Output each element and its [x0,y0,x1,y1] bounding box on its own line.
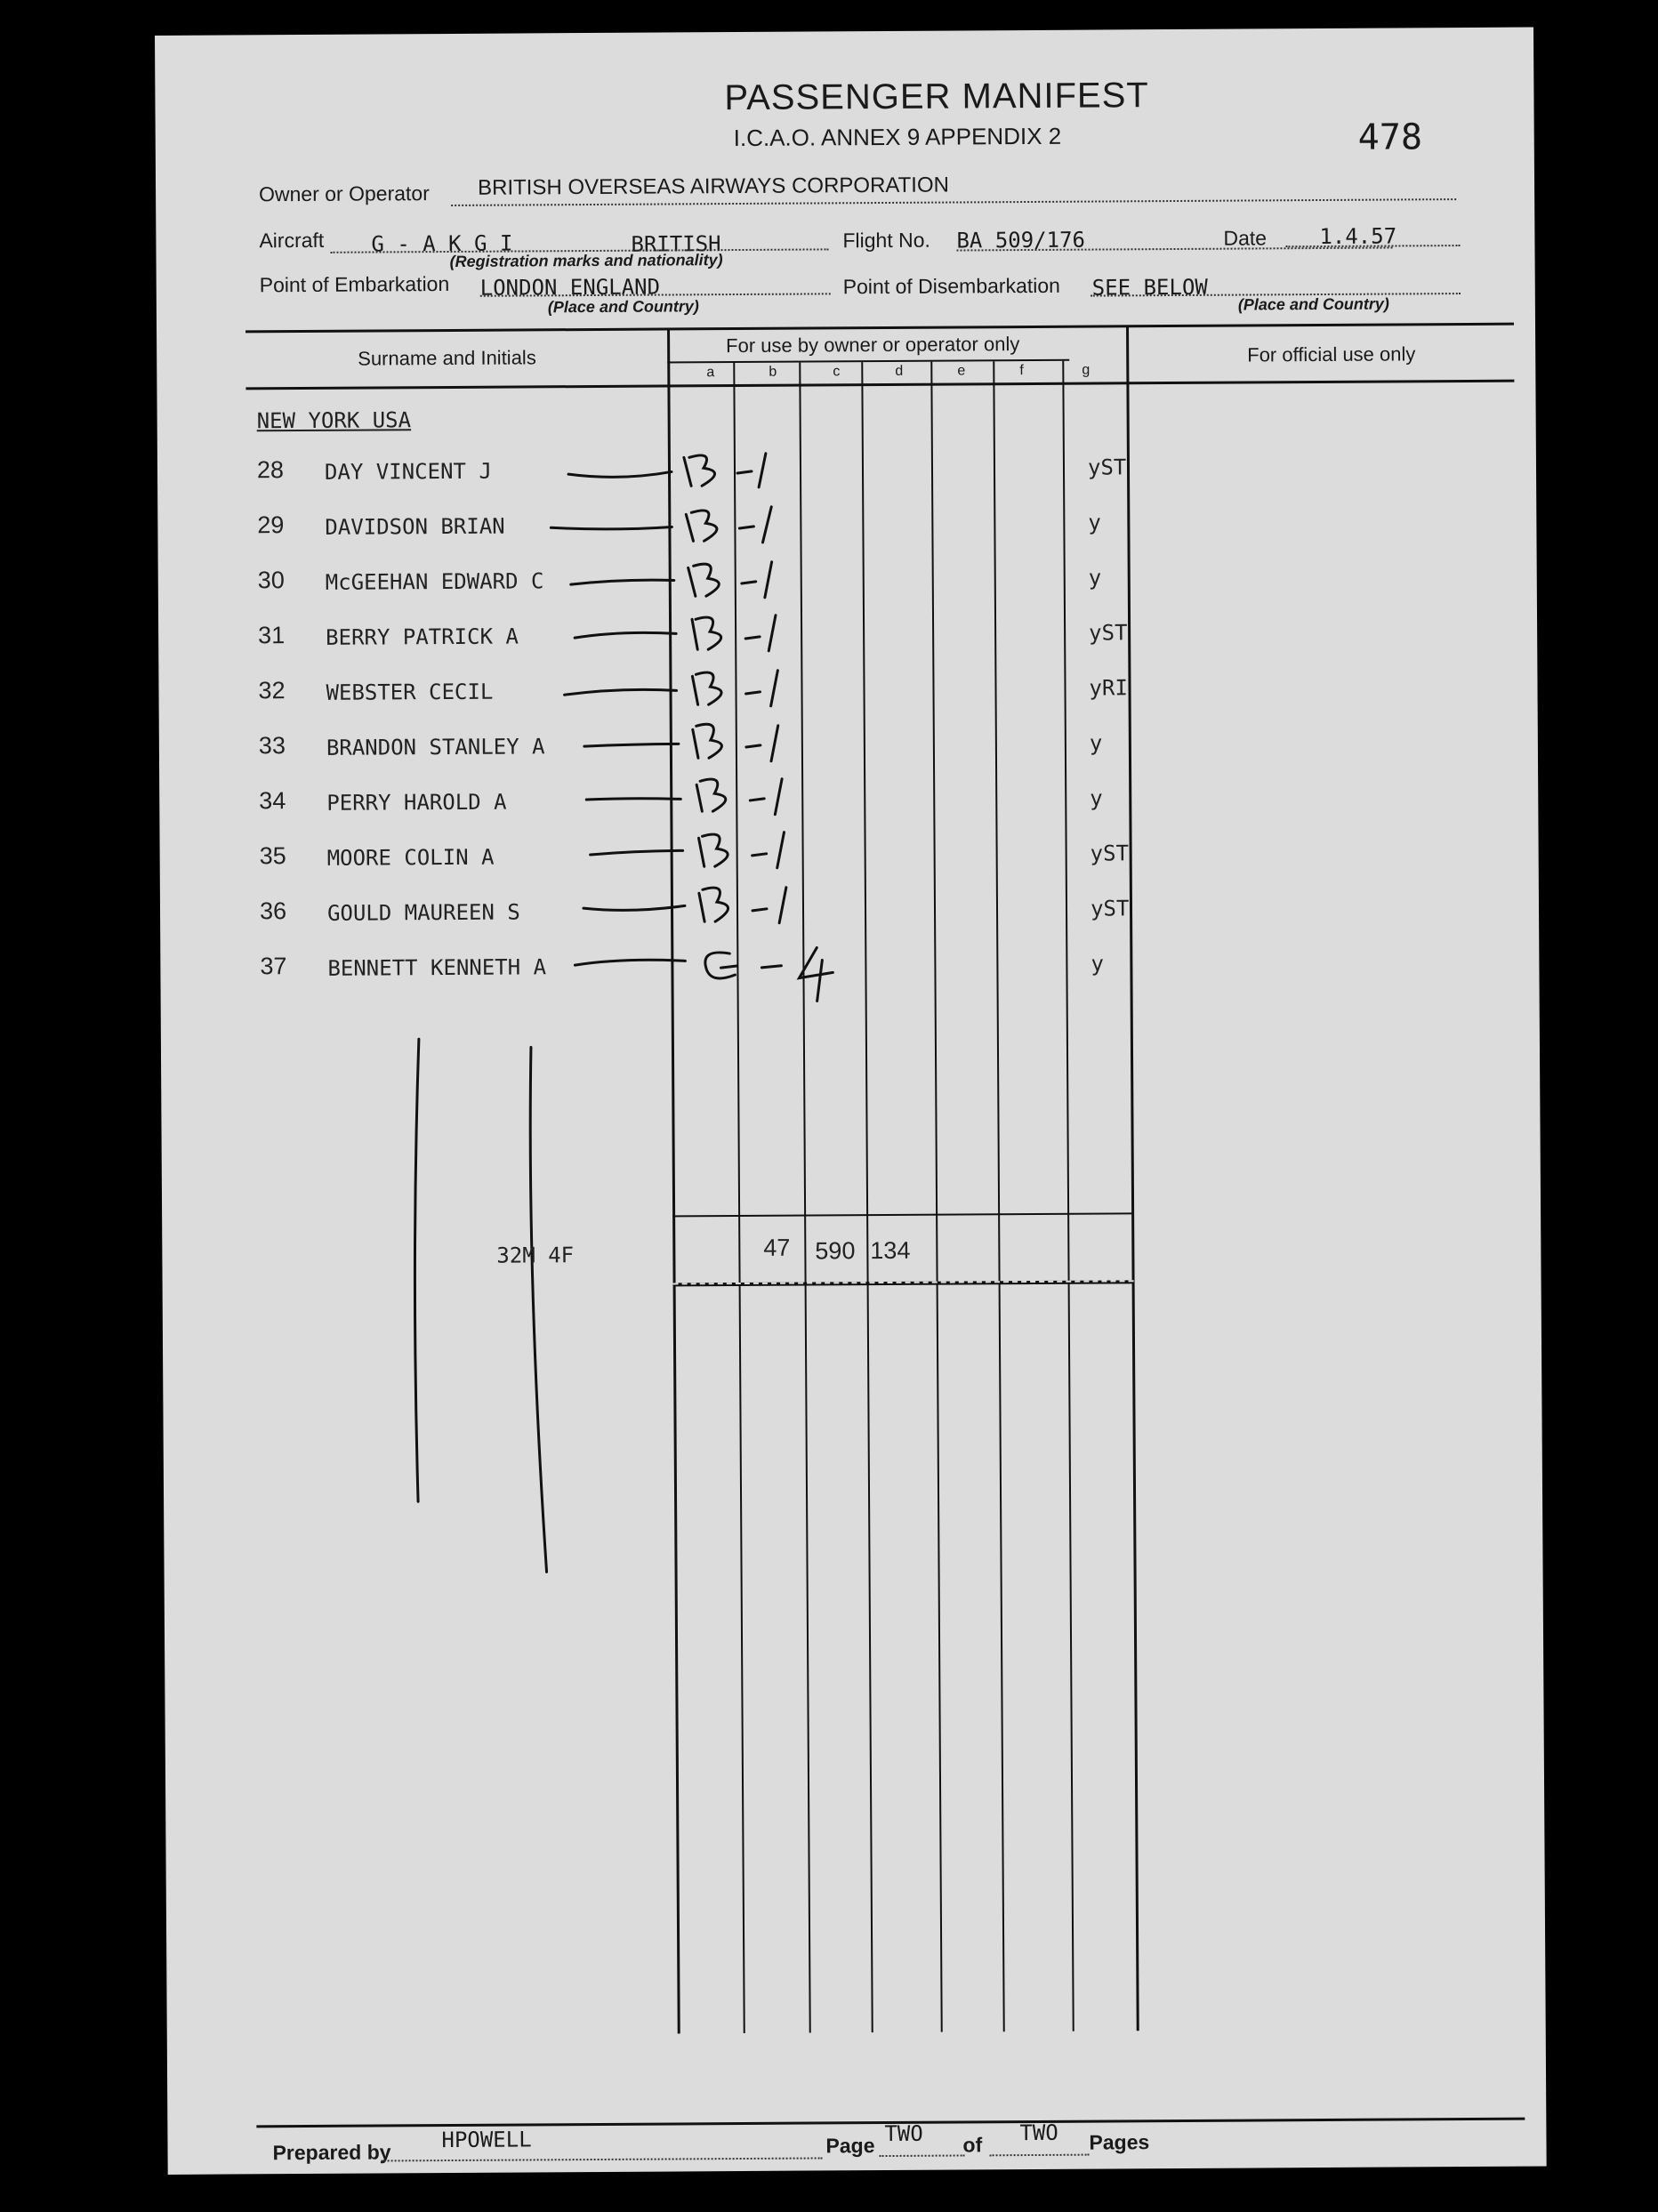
passenger-code-g: y [1090,785,1103,811]
passenger-number: 31 [258,622,286,649]
passenger-name: BRANDON STANLEY A [326,734,545,760]
owner-label: Owner or Operator [259,181,430,206]
disembarkation-place-note: (Place and Country) [1237,294,1389,314]
destination-heading: NEW YORK USA [256,407,412,434]
class-mark-29 [686,507,771,543]
passenger-name: BENNETT KENNETH A [327,954,547,981]
passenger-code-g: y [1088,510,1101,535]
passenger-number: 34 [259,787,286,815]
prepared-by-value: HPOWELL [441,2127,532,2153]
aircraft-nationality: BRITISH [631,231,721,257]
passenger-code-g: y [1088,565,1102,591]
disembarkation-label: Point of Disembarkation [842,273,1061,299]
owner-use-header: For use by owner or operator only [726,333,1020,358]
leader-line-34 [586,798,680,800]
col-c-header: c [833,364,841,380]
passenger-number: 28 [256,456,285,484]
totals-col-b: 47 [763,1234,791,1261]
page-value: TWO [884,2120,923,2147]
passenger-number: 36 [259,897,287,925]
page-number: 478 [1357,117,1423,158]
passenger-number: 32 [258,677,286,704]
leader-line-29 [551,527,672,529]
class-mark-28 [684,454,766,488]
passenger-number: 29 [257,511,285,539]
totals-col-c: 590 [815,1237,856,1265]
owner-value: BRITISH OVERSEAS AIRWAYS CORPORATION [477,173,950,200]
document-title: PASSENGER MANIFEST [724,76,1149,118]
passenger-name: DAVIDSON BRIAN [325,513,505,540]
page-label: Page [825,2134,875,2158]
col-a-header: a [706,365,715,381]
leader-line-35 [591,850,683,855]
class-mark-31 [692,615,776,652]
passenger-number: 30 [257,567,285,594]
of-label: of [962,2133,983,2157]
passenger-code-g: yST [1089,620,1128,646]
passenger-code-g: y [1089,730,1103,756]
embarkation-value: LONDON ENGLAND [479,274,661,301]
embarkation-label: Point of Embarkation [259,271,450,297]
vertical-stroke-left [414,1039,422,1501]
leader-line-31 [575,632,676,638]
passenger-code-g: yST [1090,841,1130,866]
leader-line-33 [584,744,679,746]
passenger-code-g: y [1091,951,1104,977]
passenger-name: PERRY HAROLD A [326,789,507,816]
document-subtitle: I.C.A.O. ANNEX 9 APPENDIX 2 [733,122,1062,152]
class-mark-30 [688,562,772,599]
class-mark-35 [698,833,784,869]
passenger-name: WEBSTER CECIL [326,679,494,705]
totals-col-d: 134 [870,1236,911,1265]
of-value: TWO [1019,2119,1058,2146]
flight-number: BA 509/176 [956,227,1086,253]
passenger-name: BERRY PATRICK A [326,623,519,650]
passenger-name: DAY VINCENT J [324,458,492,485]
disembarkation-value: SEE BELOW [1091,274,1208,301]
pages-label: Pages [1089,2130,1150,2154]
col-b-header: b [769,364,777,380]
class-mark-32 [692,671,777,707]
handwritten-marks-drawing [155,28,1547,2175]
passenger-name: GOULD MAUREEN S [326,899,520,926]
col-d-header: d [895,363,904,379]
manifest-sheet [155,28,1547,2175]
passenger-code-g: yST [1090,896,1130,921]
class-mark-37 [705,947,833,1001]
leader-line-30 [571,580,674,584]
leader-line-28 [568,471,672,477]
leader-line-36 [584,905,685,910]
registration-note: (Registration marks and nationality) [449,251,723,270]
passenger-code-g: yST [1087,454,1127,480]
surname-column-header: Surname and Initials [358,346,536,370]
class-mark-33 [693,724,778,762]
passenger-number: 35 [259,842,286,870]
embarkation-place-note: (Place and Country) [547,297,699,317]
official-use-header: For official use only [1247,342,1416,366]
col-f-header: f [1019,363,1024,379]
passenger-name: MOORE COLIN A [326,844,495,871]
class-mark-36 [699,888,786,924]
aircraft-registration: G - A K G I [371,230,513,257]
aircraft-label: Aircraft [259,228,325,253]
date-value: 1.4.57 [1319,223,1397,250]
prepared-by-label: Prepared by [272,2140,391,2165]
passenger-number: 37 [260,953,287,980]
date-label: Date [1223,226,1268,250]
passenger-name: McGEEHAN EDWARD C [325,568,544,595]
totals-gender-count: 32M 4F [496,1243,575,1268]
passenger-number: 33 [258,732,286,760]
vertical-stroke-right [530,1047,547,1572]
col-e-header: e [957,363,966,379]
class-mark-34 [696,779,782,816]
col-g-header: g [1082,362,1091,378]
flight-label: Flight No. [842,228,930,253]
leader-line-32 [565,689,677,695]
leader-line-37 [575,960,685,965]
passenger-code-g: yRI [1089,675,1128,701]
